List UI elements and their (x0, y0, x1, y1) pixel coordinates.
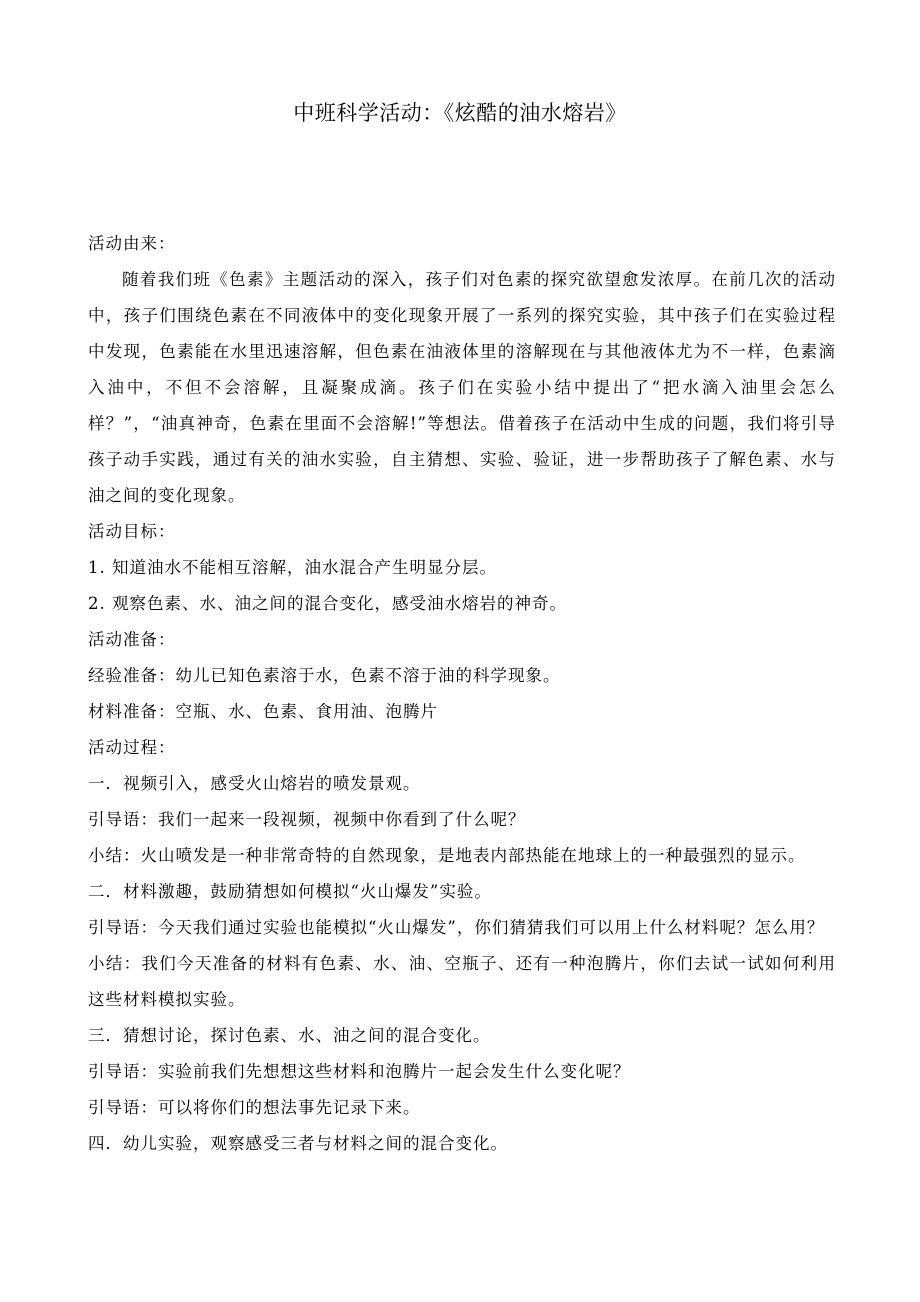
section-heading-goals: 活动目标： (88, 522, 176, 541)
document-body (88, 226, 836, 1162)
experience-preparation: 经验准备：幼儿已知色素溶于水，色素不溶于油的科学现象。 (88, 666, 561, 685)
origin-paragraph: 随着我们班《色素》主题活动的深入，孩子们对色素的探究欲望愈发浓厚。在前几次的活动中，孩子们围绕色素在不同液体中的变化现象开展了一系列的探究实验，其中孩子们在实验过程中发现，色素能在水里迅速溶解，但色素在油液体里的溶解现在与其他液体尤为不一样，色素滴入油中，不但不会溶解，且凝聚成滴。孩子们在实验小结中提出了“把水滴入油里会怎么样？”，“油真神奇，色素在里面不会溶解!”等想法。借着孩子在活动中生成的问题，我们将引导孩子动手实践，通过有关的油水实验，自主猜想、实验、验证，进一步帮助孩子了解色素、水与油之间的变化现象。 (88, 270, 836, 505)
goal-item-1: 1. 知道油水不能相互溶解，油水混合产生明显分层。 (88, 558, 497, 577)
step-2-heading: 二．材料激趣，鼓励猜想如何模拟“火山爆发”实验。 (88, 882, 492, 901)
step-3-heading: 三．猜想讨论，探讨色素、水、油之间的混合变化。 (88, 1026, 491, 1045)
step-3-guide-2: 引导语：可以将你们的想法事先记录下来。 (88, 1098, 421, 1117)
section-heading-preparation: 活动准备： (88, 630, 176, 649)
material-preparation: 材料准备：空瓶、水、色素、食用油、泡腾片 (88, 702, 438, 721)
goal-item-2: 2. 观察色素、水、油之间的混合变化，感受油水熔岩的神奇。 (88, 594, 567, 613)
step-4-heading: 四．幼儿实验，观察感受三者与材料之间的混合变化。 (88, 1134, 508, 1153)
section-heading-process: 活动过程： (88, 738, 176, 757)
step-1-heading: 一．视频引入，感受火山熔岩的喷发景观。 (88, 774, 421, 793)
step-2-summary: 小结：我们今天准备的材料有色素、水、油、空瓶子、还有一种泡腾片，你们去试一试如何利用这些材料模拟实验。 (88, 954, 836, 1009)
step-1-summary: 小结：火山喷发是一种非常奇特的自然现象，是地表内部热能在地球上的一种最强烈的显示。 (88, 846, 806, 865)
step-1-guide: 引导语：我们一起来一段视频，视频中你看到了什么呢？ (88, 810, 526, 829)
step-3-guide-1: 引导语：实验前我们先想想这些材料和泡腾片一起会发生什么变化呢？ (88, 1062, 631, 1081)
section-heading-origin: 活动由来： (88, 234, 176, 253)
document-title: 中班科学活动：《炫酷的油水熔岩》 (293, 101, 627, 125)
step-2-guide: 引导语：今天我们通过实验也能模拟“火山爆发”，你们猜猜我们可以用上什么材料呢？怎么用？ (88, 918, 825, 937)
